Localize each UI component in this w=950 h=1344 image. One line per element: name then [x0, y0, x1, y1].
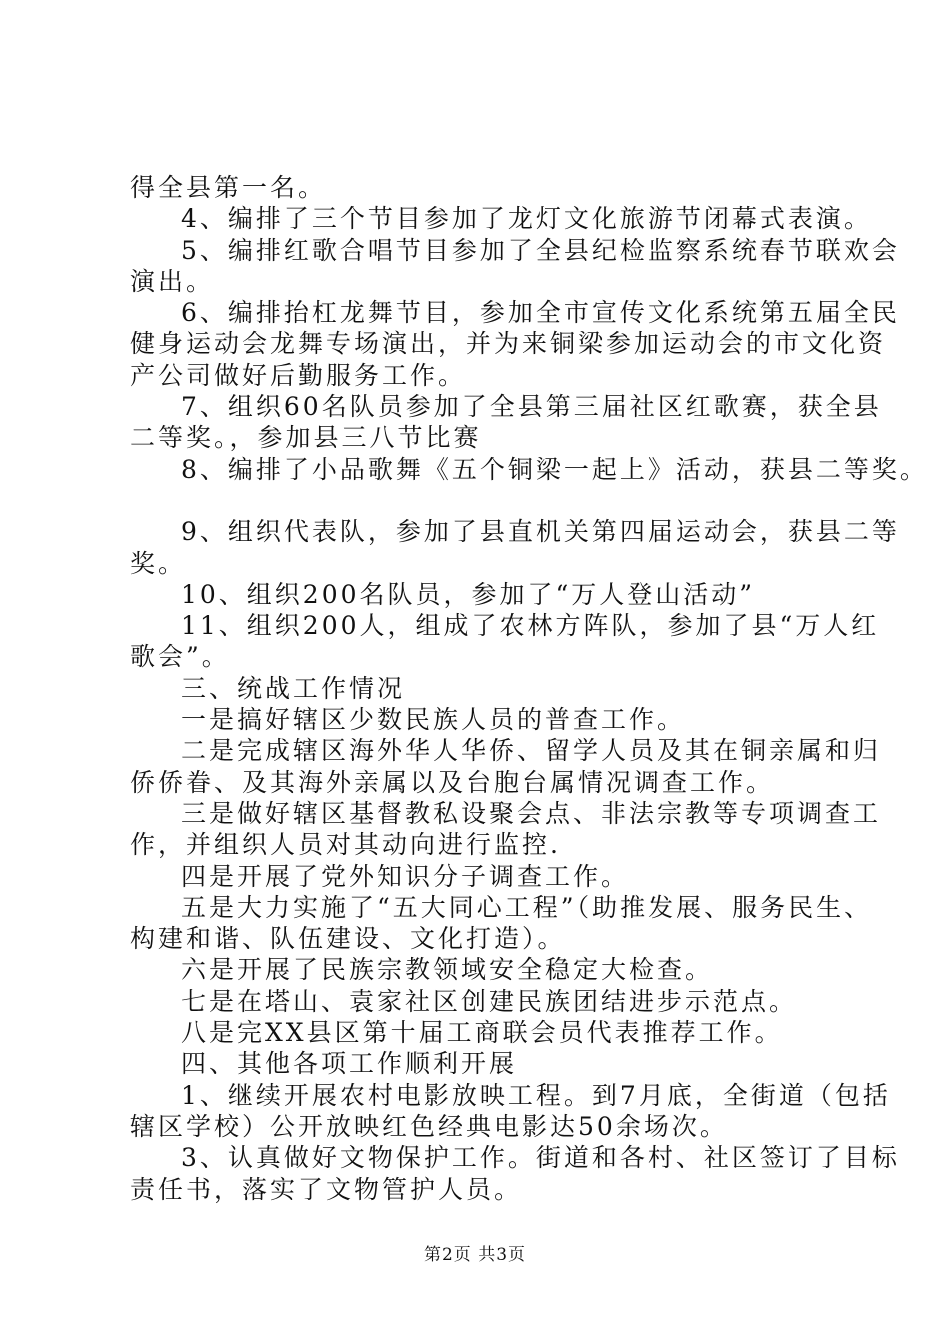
- paragraph-line: 构建和谐、队伍建设、文化打造）。: [130, 924, 566, 954]
- paragraph-line: 六是开展了民族宗教领域安全稳定大检查。: [181, 955, 714, 985]
- paragraph-line: 辖区学校）公开放映红色经典电影达50余场次。: [130, 1111, 728, 1141]
- paragraph-line: 11、组织200人，组成了农林方阵队，参加了县“万人红: [181, 611, 880, 641]
- paragraph-line: 7、组织60名队员参加了全县第三届社区红歌赛，获全县: [181, 392, 882, 422]
- page-number-footer: 第2页 共3页: [423, 1245, 527, 1265]
- section-heading: 三、统战工作情况: [181, 673, 406, 703]
- paragraph-line: 演出。: [130, 266, 215, 296]
- paragraph-line: 产公司做好后勤服务工作。: [130, 360, 467, 390]
- paragraph-line: 奖。: [130, 548, 187, 578]
- paragraph-line: 8、编排了小品歌舞《五个铜梁一起上》活动，获县二等奖。: [181, 454, 928, 484]
- paragraph-line: 侨侨眷、及其海外亲属以及台胞台属情况调查工作。: [130, 767, 775, 797]
- paragraph-line: 1、继续开展农村电影放映工程。到7月底，全街道（包括: [181, 1080, 891, 1110]
- paragraph-line: 10、组织200名队员，参加了“万人登山活动”: [181, 579, 756, 609]
- paragraph-line: 9、组织代表队，参加了县直机关第四届运动会，获县二等: [181, 517, 900, 547]
- paragraph-line: 得全县第一名。: [130, 173, 327, 202]
- paragraph-line: 一是搞好辖区少数民族人员的普查工作。: [181, 705, 686, 735]
- paragraph-line: 3、认真做好文物保护工作。街道和各村、社区签订了目标: [181, 1143, 900, 1173]
- paragraph-line: 歌会”。: [130, 642, 230, 672]
- paragraph-line: 4、编排了三个节目参加了龙灯文化旅游节闭幕式表演。: [181, 204, 872, 234]
- paragraph-line: 二是完成辖区海外华人华侨、留学人员及其在铜亲属和归: [181, 736, 882, 766]
- paragraph-line: 三是做好辖区基督教私设聚会点、非法宗教等专项调查工: [181, 798, 882, 828]
- document-body: [130, 172, 928, 1205]
- paragraph-line: 五是大力实施了“五大同心工程”（助推发展、服务民生、: [181, 892, 873, 922]
- paragraph-line: 健身运动会龙舞专场演出，并为来铜梁参加运动会的市文化资: [130, 329, 887, 359]
- paragraph-line: 八是完XX县区第十届工商联会员代表推荐工作。: [181, 1018, 783, 1048]
- paragraph-line: 6、编排抬杠龙舞节目，参加全市宣传文化系统第五届全民: [181, 298, 900, 328]
- section-heading: 四、其他各项工作顺利开展: [181, 1049, 518, 1079]
- paragraph-line: 七是在塔山、袁家社区创建民族团结进步示范点。: [181, 986, 798, 1016]
- paragraph-line: 二等奖。，参加县三八节比赛: [130, 423, 482, 453]
- paragraph-line: 作，并组织人员对其动向进行监控.: [130, 830, 561, 860]
- blank-line: [130, 485, 830, 516]
- paragraph-line: 5、编排红歌合唱节目参加了全县纪检监察系统春节联欢会: [181, 235, 900, 265]
- paragraph-line: 四是开展了党外知识分子调查工作。: [181, 861, 630, 891]
- paragraph-line: 责任书，落实了文物管护人员。: [130, 1174, 523, 1204]
